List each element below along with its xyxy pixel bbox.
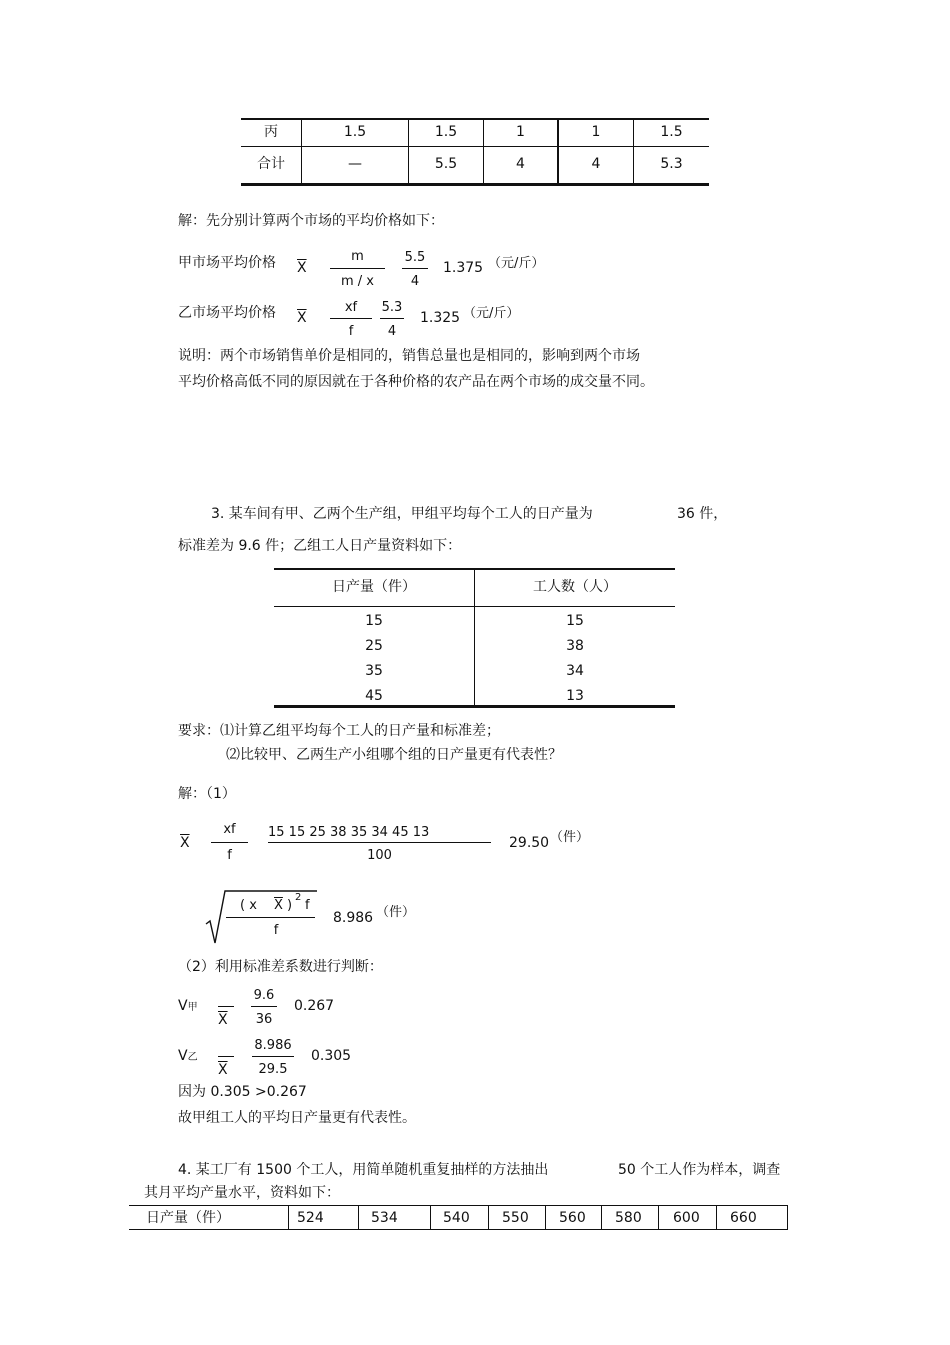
unit-label: （件） bbox=[550, 830, 590, 845]
fraction-denominator: f bbox=[348, 324, 354, 339]
table-cell: 35 bbox=[365, 663, 383, 679]
formula-result: 8.986 bbox=[333, 910, 374, 926]
xbar-symbol: $\overline{X}$ bbox=[274, 898, 283, 913]
table-cell: 25 bbox=[365, 638, 383, 654]
question-4-text: 4. 某工厂有 1500 个工人，用简单随机重复抽样的方法抽出 bbox=[178, 1162, 549, 1178]
question-3-text: 36 件， bbox=[677, 506, 728, 522]
part2-heading: （2）利用标准差系数进行判断： bbox=[178, 959, 383, 975]
requirement-line: 要求：⑴计算乙组平均每个工人的日产量和标准差； bbox=[178, 723, 500, 739]
fraction-numerator: 8.986 bbox=[254, 1038, 292, 1053]
table-header: 日产量（件） bbox=[332, 579, 416, 595]
conclusion-line: 故甲组工人的平均日产量更有代表性。 bbox=[178, 1110, 416, 1126]
question-4-text: 50 个工人作为样本，调查 bbox=[618, 1162, 781, 1178]
table-cell: 13 bbox=[566, 688, 584, 704]
fraction-numerator: 15 15 25 38 35 34 45 13 bbox=[268, 825, 430, 840]
solution-head: 解：（1） bbox=[178, 786, 236, 802]
table-cell: 580 bbox=[615, 1210, 642, 1226]
table-cell: 34 bbox=[566, 663, 584, 679]
formula-label: 甲市场平均价格 bbox=[178, 255, 276, 271]
question-3-text: 标准差为 9.6 件；乙组工人日产量资料如下： bbox=[178, 538, 462, 554]
table-cell: 1.5 bbox=[343, 124, 367, 140]
table-cell: 540 bbox=[443, 1210, 470, 1226]
fraction-numerator: f bbox=[305, 898, 310, 913]
fraction-denominator: 100 bbox=[367, 848, 392, 863]
solution-intro: 解：先分别计算两个市场的平均价格如下： bbox=[178, 213, 444, 229]
table-cell: 1.5 bbox=[660, 124, 683, 140]
table-cell: 45 bbox=[365, 688, 383, 704]
fraction-numerator: xf bbox=[223, 822, 236, 837]
fraction-denominator: 36 bbox=[255, 1012, 273, 1027]
v-symbol bbox=[178, 1049, 198, 1063]
table-header: 工人数（人） bbox=[533, 579, 617, 595]
question-4-text: 其月平均产量水平，资料如下： bbox=[144, 1185, 340, 1201]
fraction-denominator: 29.5 bbox=[258, 1062, 288, 1077]
v-letter: V bbox=[178, 998, 188, 1014]
fraction-denominator: m / x bbox=[340, 274, 374, 289]
table-cell: 560 bbox=[559, 1210, 586, 1226]
table-cell: 534 bbox=[371, 1210, 398, 1226]
fraction-numerator: 5.5 bbox=[404, 250, 426, 265]
table-cell: 5.5 bbox=[434, 156, 458, 172]
xbar-symbol: $\overline{X}$ bbox=[180, 835, 190, 851]
unit-label: （元/斤） bbox=[463, 306, 520, 321]
table-cell: — bbox=[348, 156, 362, 172]
question-3-text: 3. 某车间有甲、乙两个生产组，甲组平均每个工人的日产量为 bbox=[211, 506, 593, 522]
formula-result: 0.267 bbox=[294, 998, 335, 1014]
table-cell: 4 bbox=[591, 156, 601, 172]
table-cell: 600 bbox=[673, 1210, 700, 1226]
fraction-denominator: f bbox=[227, 848, 232, 863]
formula-result: 1.325 bbox=[420, 310, 461, 326]
fraction-numerator: 5.3 bbox=[381, 300, 403, 315]
fraction-denominator: 4 bbox=[387, 324, 397, 339]
formula-label: 乙市场平均价格 bbox=[178, 305, 276, 321]
table-cell: 4 bbox=[516, 156, 525, 172]
table-cell: 丙 bbox=[264, 124, 278, 140]
fraction-denominator: f bbox=[273, 923, 279, 938]
table-cell: 1 bbox=[516, 124, 525, 140]
table-row-label: 日产量（件） bbox=[146, 1210, 230, 1226]
table-cell: 1 bbox=[591, 124, 601, 140]
table-cell: 5.3 bbox=[660, 156, 683, 172]
explanation-line: 说明：两个市场销售单价是相同的，销售总量也是相同的，影响到两个市场 bbox=[178, 348, 640, 364]
v-subscript: 乙 bbox=[187, 1052, 198, 1063]
xbar-symbol: $\overline{X}$ bbox=[218, 1012, 228, 1028]
table-cell: 38 bbox=[566, 638, 584, 654]
table-cell: 524 bbox=[297, 1210, 324, 1226]
table-cell: 550 bbox=[502, 1210, 529, 1226]
v-subscript: 甲 bbox=[187, 1002, 198, 1013]
exponent: 2 bbox=[295, 892, 302, 903]
formula-result: 29.50 bbox=[509, 835, 550, 851]
xbar-symbol: $\overline{X}$ bbox=[297, 310, 307, 326]
fraction-numerator: 9.6 bbox=[253, 988, 275, 1003]
fraction-numerator: xf bbox=[344, 300, 358, 315]
fraction-numerator: ( x bbox=[240, 898, 257, 913]
table-cell: 合计 bbox=[257, 156, 285, 172]
fraction-numerator: ) bbox=[287, 898, 293, 913]
table-cell: 1.5 bbox=[434, 124, 458, 140]
fraction-numerator: m bbox=[351, 249, 364, 264]
xbar-symbol: $\overline{X}$ bbox=[218, 1062, 228, 1078]
table-cell: 660 bbox=[730, 1210, 757, 1226]
v-letter: V bbox=[178, 1048, 188, 1064]
formula-result: 0.305 bbox=[311, 1048, 352, 1064]
explanation-line: 平均价格高低不同的原因就在于各种价格的农产品在两个市场的成交量不同。 bbox=[178, 374, 654, 390]
unit-label: （元/斤） bbox=[488, 256, 545, 271]
fraction-denominator: 4 bbox=[410, 274, 420, 289]
xbar-symbol: $\overline{X}$ bbox=[297, 260, 307, 276]
unit-label: （件） bbox=[376, 905, 416, 920]
table-cell: 15 bbox=[566, 613, 584, 629]
formula-result: 1.375 bbox=[443, 260, 484, 276]
v-symbol bbox=[178, 999, 198, 1013]
comparison-line: 因为 0.305 >0.267 bbox=[178, 1084, 307, 1100]
table-cell: 15 bbox=[365, 613, 383, 629]
requirement-line: ⑵比较甲、乙两生产小组哪个组的日产量更有代表性？ bbox=[226, 747, 562, 763]
